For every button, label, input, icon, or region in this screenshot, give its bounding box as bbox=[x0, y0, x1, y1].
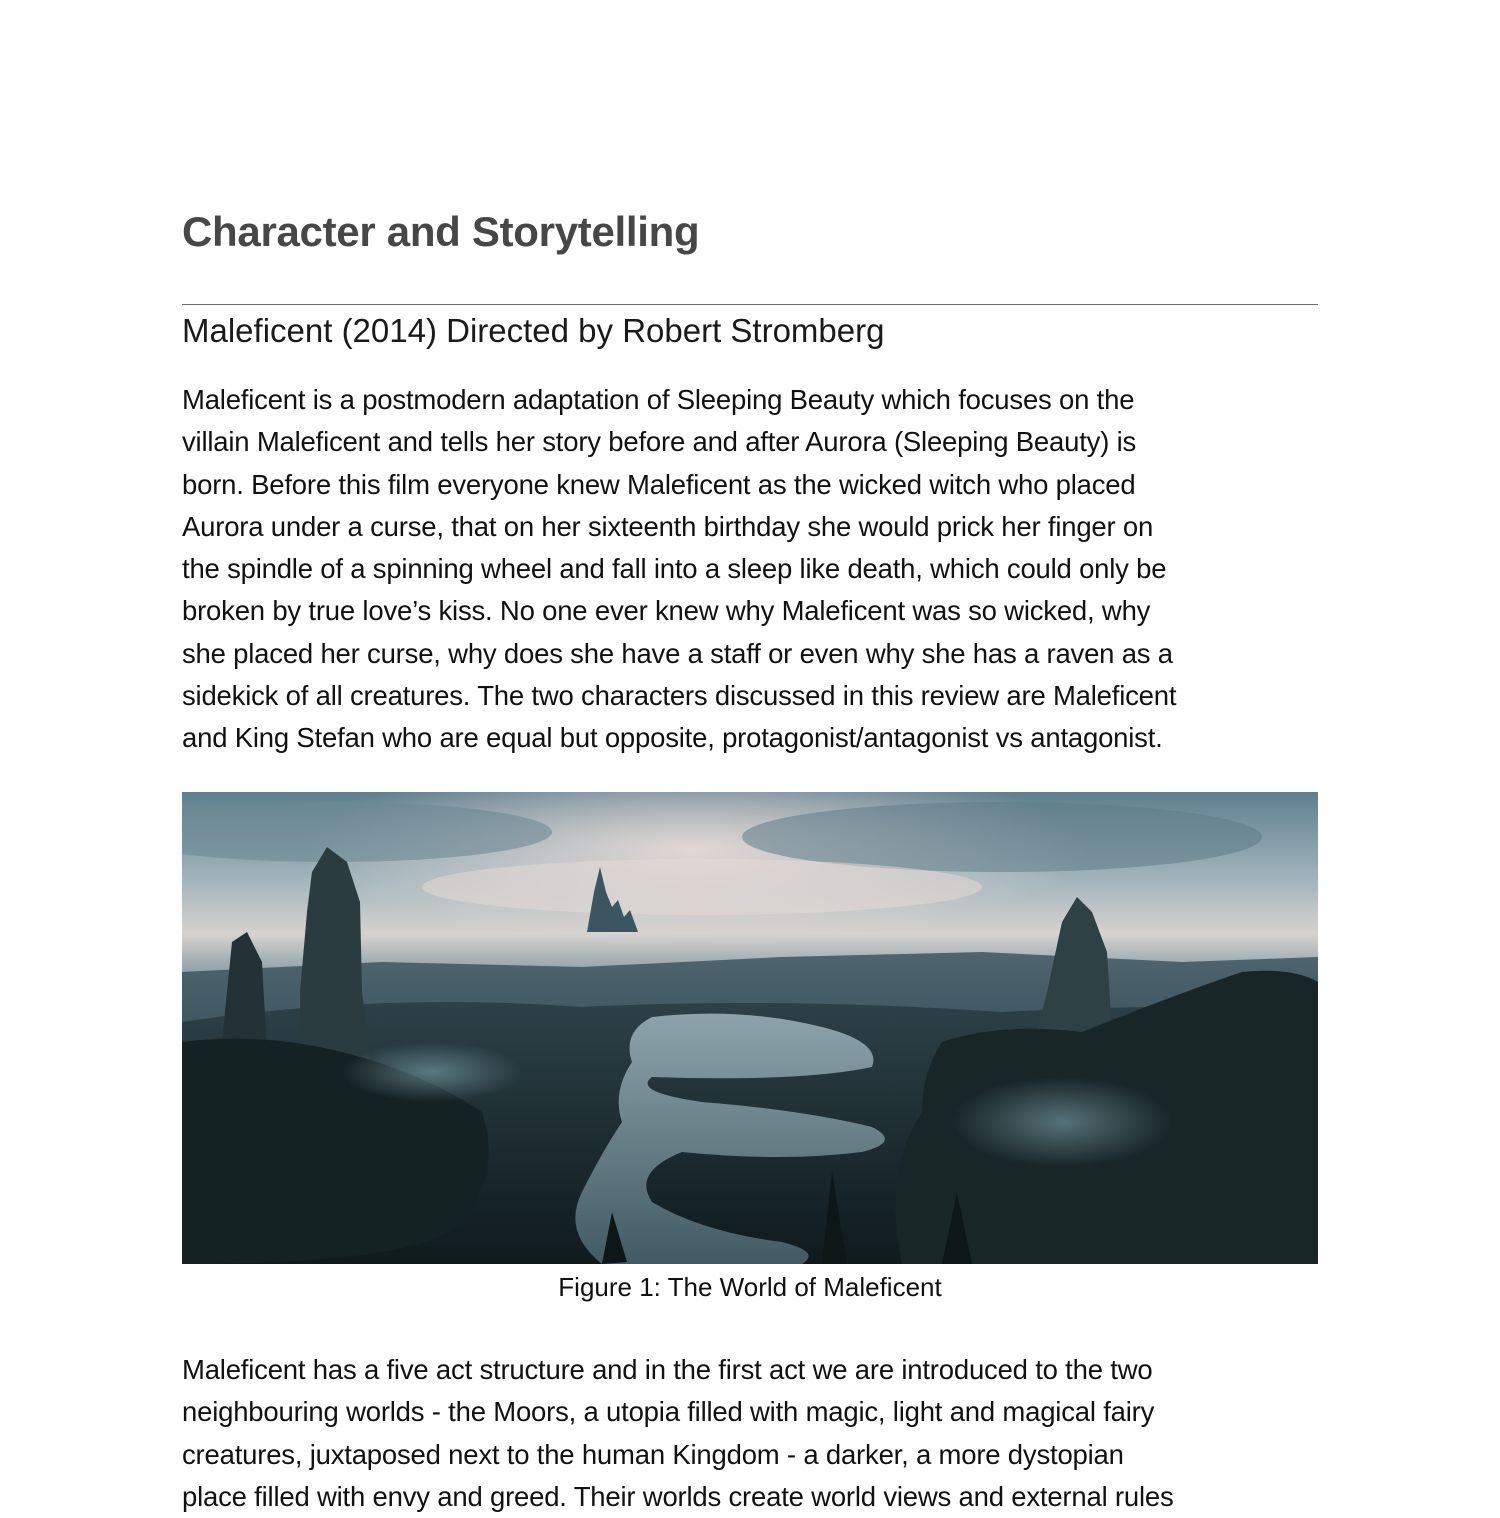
paragraph-line: Maleficent has a five act structure and in the first act we are introduced to the two bbox=[182, 1354, 1153, 1385]
horizontal-divider bbox=[182, 304, 1318, 305]
paragraph-line: the spindle of a spinning wheel and fall into a sleep like death, which could only be bbox=[182, 553, 1167, 585]
paragraph-line: Maleficent is a postmodern adaptation of Sleeping Beauty which focuses on the bbox=[182, 384, 1135, 415]
figure-caption: Figure 1: The World of Maleficent bbox=[558, 1272, 942, 1302]
section-title: Character and Storytelling bbox=[182, 208, 700, 255]
paragraph-line: Aurora under a curse, that on her sixteenth birthday she would prick her finger on bbox=[182, 510, 1154, 542]
landscape-illustration bbox=[182, 792, 1318, 1264]
paragraph-line: sidekick of all creatures. The two characters discussed in this review are Maleficent bbox=[182, 680, 1177, 712]
paragraph-line: born. Before this film everyone knew Maleficent as the wicked witch who placed bbox=[182, 468, 1136, 500]
paragraph-line: neighbouring worlds - the Moors, a utopia filled with magic, light and magical fairy bbox=[182, 1396, 1155, 1428]
film-subtitle: Maleficent (2014) Directed by Robert Stromberg bbox=[182, 312, 885, 349]
figure-image-world-of-maleficent bbox=[182, 792, 1318, 1264]
intro-paragraph bbox=[182, 379, 1332, 760]
paragraph-line: place filled with envy and greed. Their worlds create world views and external rules bbox=[182, 1480, 1174, 1512]
paragraph-line: she placed her curse, why does she have a staff or even why she has a raven as a bbox=[182, 637, 1173, 669]
paragraph-line: broken by true love’s kiss. No one ever knew why Maleficent was so wicked, why bbox=[182, 595, 1151, 627]
act-structure-paragraph bbox=[182, 1349, 1332, 1518]
paragraph-line: creatures, juxtaposed next to the human Kingdom - a darker, a more dystopian bbox=[182, 1438, 1124, 1470]
paragraph-line: and King Stefan who are equal but opposite, protagonist/antagonist vs antagonist. bbox=[182, 722, 1163, 754]
paragraph-line: villain Maleficent and tells her story before and after Aurora (Sleeping Beauty) is bbox=[182, 426, 1137, 458]
